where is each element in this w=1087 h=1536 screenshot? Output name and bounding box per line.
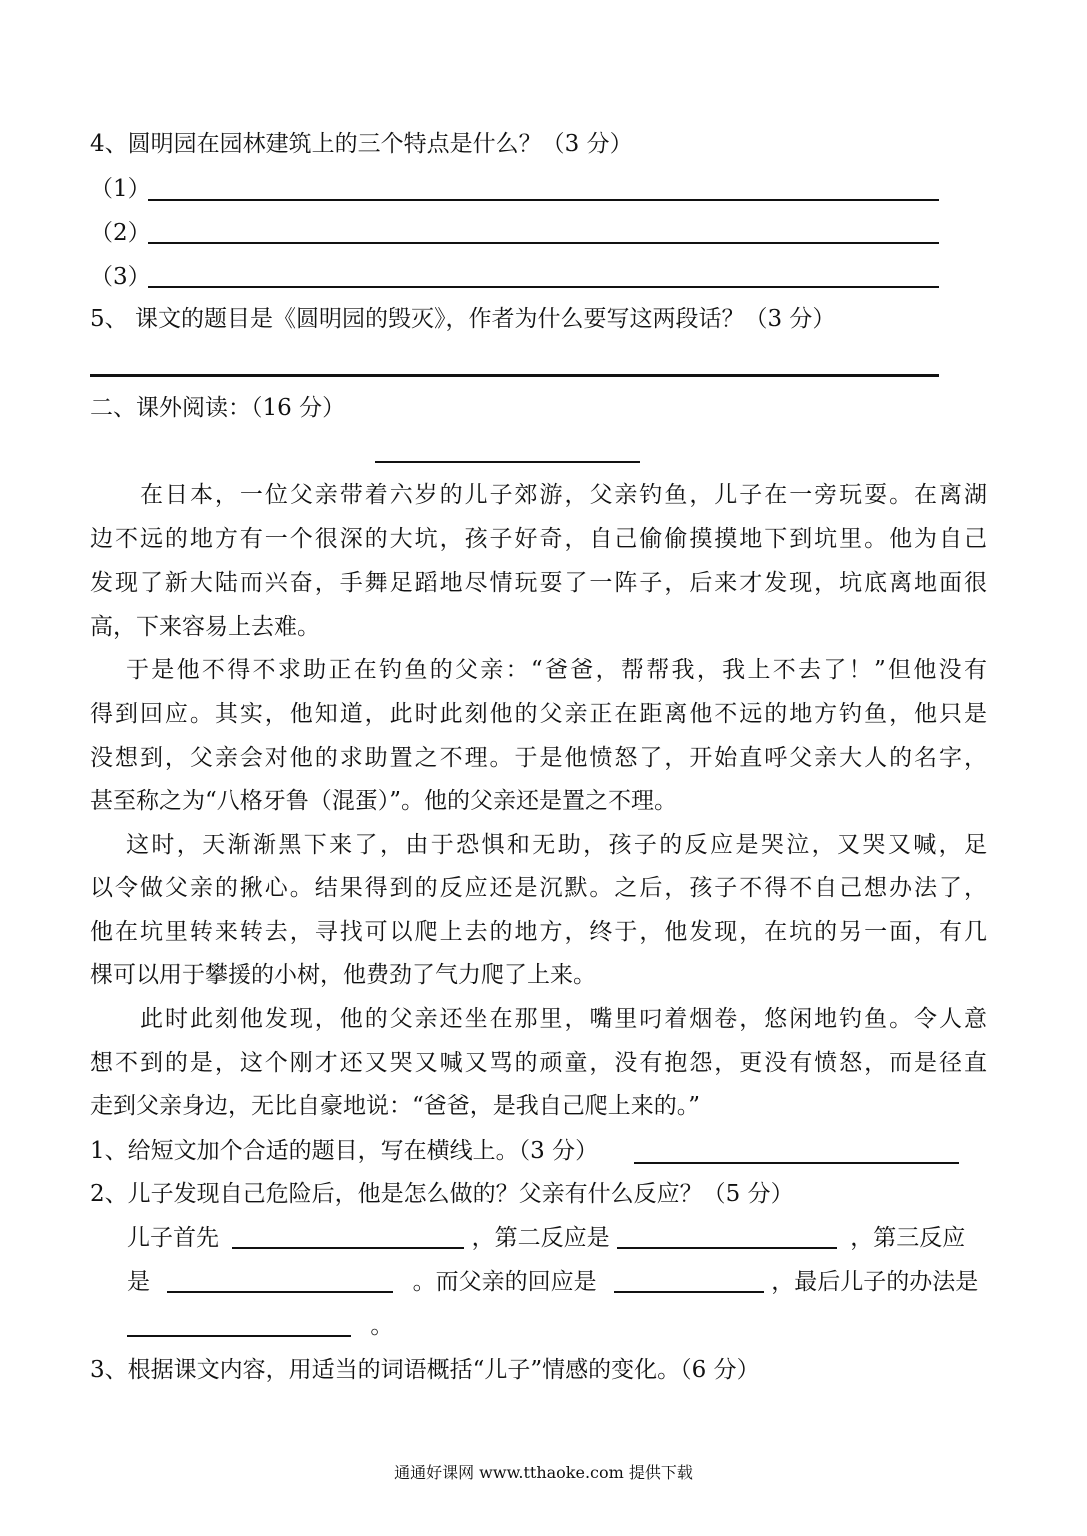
passage-line: 此时此刻他发现，他的父亲还坐在那里，嘴里叼着烟卷，悠闲地钓鱼。令人意 <box>140 1006 987 1032</box>
title-blank-line[interactable] <box>375 461 640 463</box>
answer-line-1[interactable] <box>148 199 939 201</box>
blank-label-1: （1） <box>90 176 151 202</box>
passage-line: 于是他不得不求助正在钓鱼的父亲：“爸爸，帮帮我，我上不去了！”但他没有 <box>126 657 987 683</box>
passage-line: 没想到，父亲会对他的求助置之不理。于是他愤怒了，开始直呼父亲大人的名字， <box>90 745 987 771</box>
blank-label-3: （3） <box>90 264 151 290</box>
q2-blank-method[interactable] <box>127 1313 351 1337</box>
passage-line: 在日本，一位父亲带着六岁的儿子郊游，父亲钓鱼，儿子在一旁玩耍。在离湖 <box>140 482 987 508</box>
answer-line-title[interactable] <box>634 1162 959 1164</box>
footer-source: 通通好课网 www.tthaoke.com 提供下载 <box>394 1463 693 1482</box>
q2-text: ，第二反应是 <box>471 1225 610 1251</box>
passage-line: 棵可以用于攀援的小树，他费劲了气力爬了上来。 <box>90 962 596 988</box>
q2-text: ，第三反应 <box>850 1225 966 1251</box>
passage-line: 边不远的地方有一个很深的大坑，孩子好奇，自己偷偷摸摸地下到坑里。他为自己 <box>90 526 987 552</box>
passage-line: 这时，天渐渐黑下来了，由于恐惧和无助，孩子的反应是哭泣，又哭又喊，足 <box>126 832 987 858</box>
question-5: 5、 课文的题目是《圆明园的毁灭》，作者为什么要写这两段话？（3 分） <box>90 306 836 332</box>
q2-text: 是 <box>127 1269 150 1295</box>
passage-line: 甚至称之为“八格牙鲁（混蛋）”。他的父亲还是置之不理。 <box>90 788 678 814</box>
passage-line: 走到父亲身边，无比自豪地说：“爸爸，是我自己爬上来的。” <box>90 1093 701 1119</box>
reading-question-2: 2、儿子发现自己危险后，他是怎么做的？父亲有什么反应？（5 分） <box>90 1181 794 1207</box>
passage-line: 发现了新大陆而兴奋，手舞足蹈地尽情玩耍了一阵子，后来才发现，坑底离地面很 <box>90 570 987 596</box>
q2-text: 。而父亲的回应是 <box>412 1269 597 1295</box>
passage-line: 高，下来容易上去难。 <box>90 614 320 640</box>
reading-question-1: 1、给短文加个合适的题目，写在横线上。（3 分） <box>90 1138 599 1164</box>
q2-fill-line-3 <box>127 1311 393 1341</box>
reading-question-3: 3、根据课文内容，用适当的词语概括“儿子”情感的变化。（6 分） <box>90 1357 760 1383</box>
q2-blank-third[interactable] <box>167 1269 393 1293</box>
q2-blank-first[interactable] <box>232 1225 464 1249</box>
q2-blank-second[interactable] <box>617 1225 837 1249</box>
q2-fill-line-1 <box>127 1223 965 1253</box>
q2-text: ，最后儿子的办法是 <box>771 1269 979 1295</box>
q2-text: 儿子首先 <box>127 1225 219 1251</box>
passage-line: 想不到的是，这个刚才还又哭又喊又骂的顽童，没有抱怨，更没有愤怒，而是径直 <box>90 1050 987 1076</box>
blank-label-2: （2） <box>90 220 151 246</box>
q2-blank-father[interactable] <box>614 1269 764 1293</box>
passage-line: 得到回应。其实，他知道，此时此刻他的父亲正在距离他不远的地方钓鱼，他只是 <box>90 701 987 727</box>
section-heading: 二、课外阅读：（16 分） <box>90 395 346 421</box>
answer-line-3[interactable] <box>148 286 939 288</box>
question-4: 4、圆明园在园林建筑上的三个特点是什么？（3 分） <box>90 131 633 157</box>
passage-line: 以令做父亲的揪心。结果得到的反应还是沉默。之后，孩子不得不自己想办法了， <box>90 875 987 901</box>
passage-line: 他在坑里转来转去，寻找可以爬上去的地方，终于，他发现，在坑的另一面，有几 <box>90 919 987 945</box>
answer-line-2[interactable] <box>148 242 939 244</box>
q2-fill-line-2 <box>127 1267 978 1297</box>
q2-text: 。 <box>370 1313 394 1339</box>
answer-line-5[interactable] <box>90 374 939 377</box>
